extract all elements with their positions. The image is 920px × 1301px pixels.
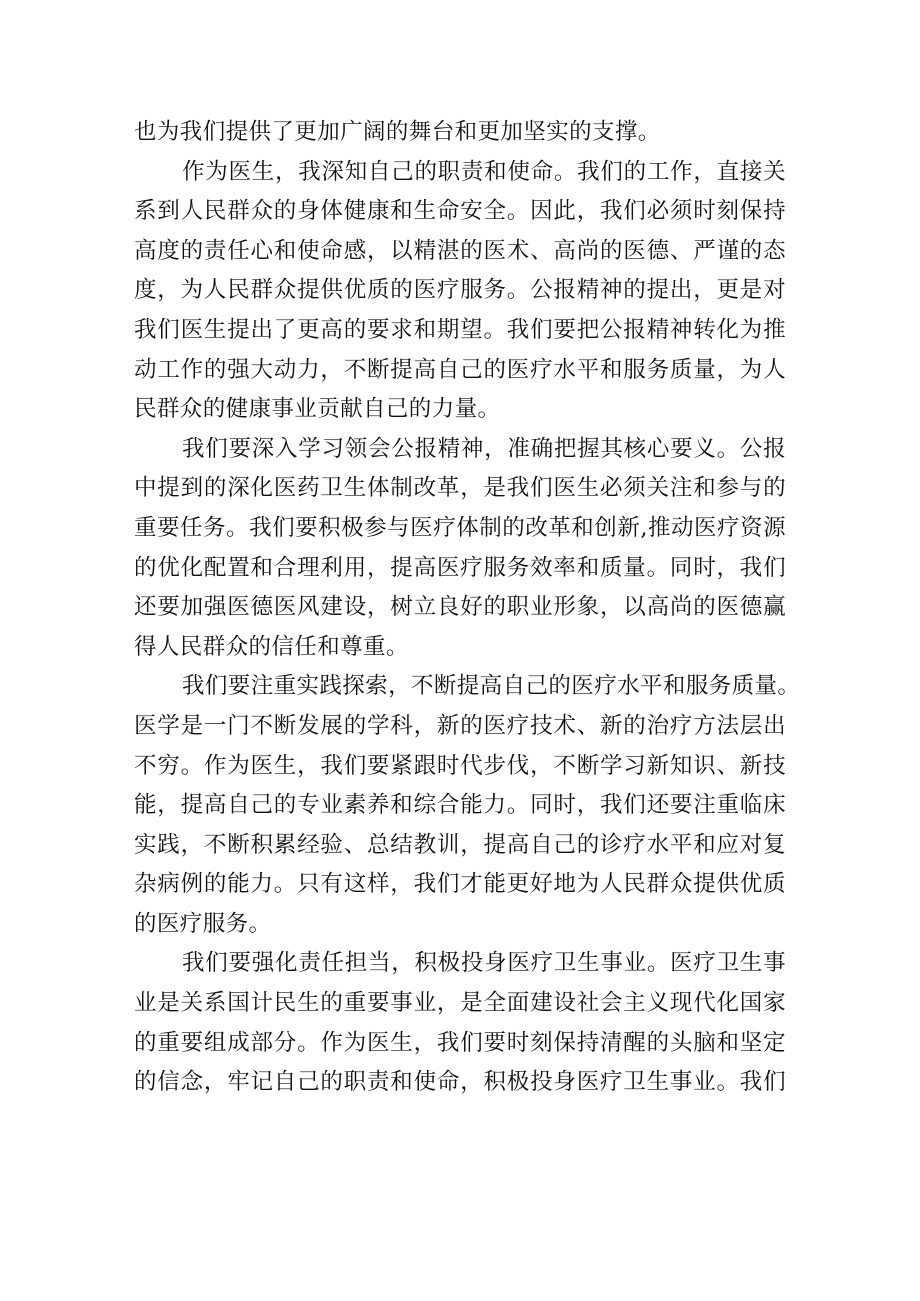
text-line: 系到人民群众的身体健康和生命安全。因此，我们必须时刻保持 <box>134 198 786 225</box>
paragraph-first-line: 我们要注重实践探索，不断提高自己的医疗水平和服务质量。 <box>182 673 801 700</box>
text-line: 重要任务。我们要积极参与医疗体制的改革和创新,推动医疗资源 <box>134 514 786 541</box>
text-line: 不穷。作为医生，我们要紧跟时代步伐，不断学习新知识、新技 <box>134 752 786 779</box>
text-line: 业是关系国计民生的重要事业，是全面建设社会主义现代化国家 <box>134 990 786 1017</box>
text-line: 的医疗服务。 <box>134 910 272 937</box>
paragraph-first-line: 我们要强化责任担当，积极投身医疗卫生事业。医疗卫生事 <box>182 950 786 977</box>
document-body <box>134 113 801 1103</box>
text-line: 能，提高自己的专业素养和综合能力。同时，我们还要注重临床 <box>134 792 786 819</box>
text-line: 民群众的健康事业贡献自己的力量。 <box>134 396 501 423</box>
text-line: 医学是一门不断发展的学科，新的医疗技术、新的治疗方法层出 <box>134 712 786 739</box>
text-line: 动工作的强大动力，不断提高自己的医疗水平和服务质量，为人 <box>134 356 786 383</box>
text-line: 得人民群众的信任和尊重。 <box>134 633 409 660</box>
text-line: 还要加强医德医风建设，树立良好的职业形象，以高尚的医德赢 <box>134 594 786 621</box>
paragraph-first-line: 我们要深入学习领会公报精神，准确把握其核心要义。公报 <box>182 435 786 462</box>
text-line: 高度的责任心和使命感，以精湛的医术、高尚的医德、严谨的态 <box>134 237 786 264</box>
text-line: 中提到的深化医药卫生体制改革，是我们医生必须关注和参与的 <box>134 475 786 502</box>
text-line: 度，为人民群众提供优质的医疗服务。公报精神的提出，更是对 <box>134 277 786 304</box>
text-line: 实践，不断积累经验、总结教训，提高自己的诊疗水平和应对复 <box>134 831 786 858</box>
text-line: 的重要组成部分。作为医生，我们要时刻保持清醒的头脑和坚定 <box>134 1029 786 1056</box>
text-line: 我们医生提出了更高的要求和期望。我们要把公报精神转化为推 <box>134 316 786 343</box>
text-line: 的优化配置和合理利用，提高医疗服务效率和质量。同时，我们 <box>134 554 786 581</box>
paragraph-first-line: 作为医生，我深知自己的职责和使命。我们的工作，直接关 <box>182 158 786 185</box>
text-line: 也为我们提供了更加广阔的舞台和更加坚实的支撑。 <box>134 119 661 145</box>
text-line: 的信念，牢记自己的职责和使命，积极投身医疗卫生事业。我们 <box>134 1069 786 1096</box>
text-line: 杂病例的能力。只有这样，我们才能更好地为人民群众提供优质 <box>134 871 786 898</box>
